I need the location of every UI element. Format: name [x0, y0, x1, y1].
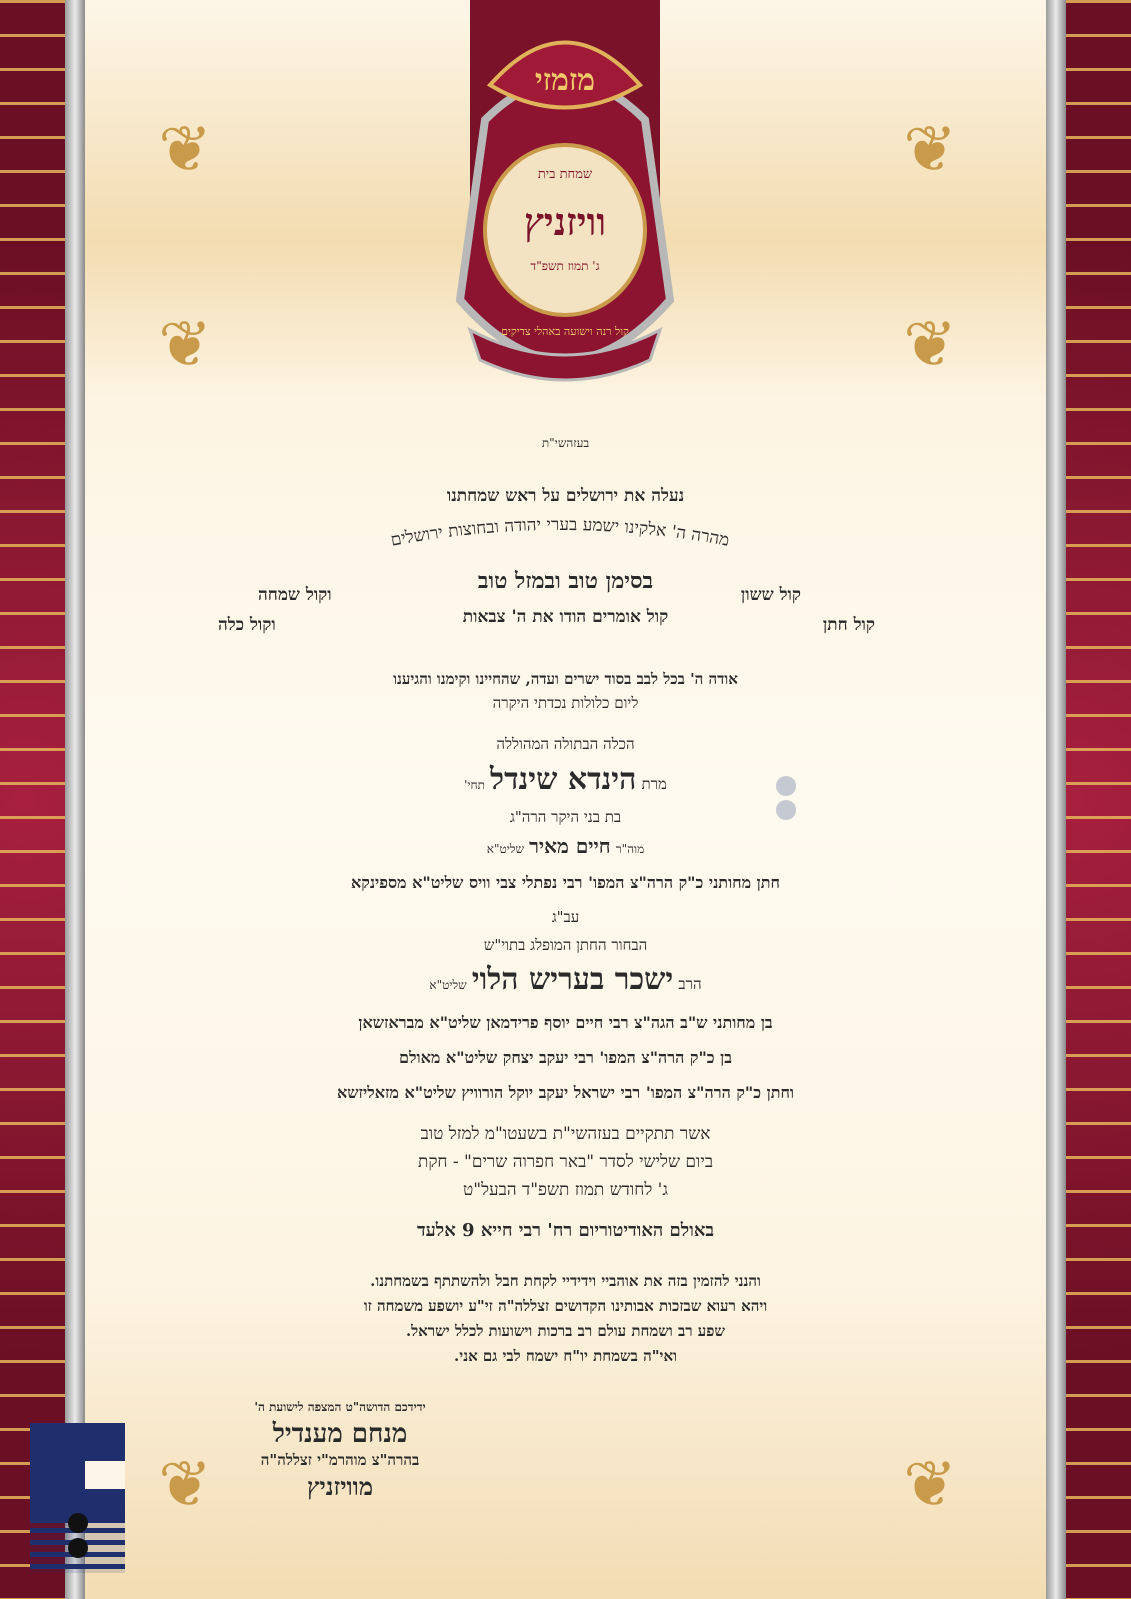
corner-flourish-icon: ❦: [903, 113, 957, 187]
event-line-1: אשר תתקיים בעזהשי"ת בשעטו"מ למזל טוב: [420, 1124, 711, 1144]
kol-sason: קול ששון: [740, 585, 801, 605]
kallah-name: הינדא שינדל: [490, 762, 637, 797]
corner-flourish-icon: ❦: [158, 113, 212, 187]
connector-text: עב"ג: [551, 908, 580, 926]
svg-text:מהרה ה' אלקינו ישמע בערי יהודה: [389, 515, 731, 551]
intro-line-1: אודה ה' בכל לבב בסוד ישרים ועדה, שהחיינו וקימנו והגיענו: [393, 670, 738, 688]
intro-line-2: ליום כלולות נכדתי היקרה: [492, 694, 639, 712]
signature-name: מנחם מענדיל: [272, 1419, 408, 1449]
chasan-maternal-grandfather: וחתן כ"ק הרה"צ המפו' רבי ישראל יעקב יוקל הורוויץ שליט"א מזאליזשא: [336, 1083, 795, 1102]
page-dot[interactable]: [776, 776, 796, 796]
kallah-name-line: [0, 762, 1131, 797]
chasan-name-line: [0, 962, 1131, 997]
father-suffix: שליט"א: [486, 842, 524, 856]
signature-opening: ידידכם הדושה"ט המצפה לישועת ה': [254, 1400, 426, 1414]
emblem-motto: קול רנה וישועה באהלי צדיקים: [501, 325, 629, 338]
emblem-family-name: וויזניץ: [523, 199, 607, 244]
father-name: חיים מאיר: [529, 834, 611, 858]
kallah-suffix: תחי': [464, 778, 485, 792]
verse-arc-text: מהרה ה' אלקינו ישמע בערי יהודה ובחוצות ירושלים: [389, 514, 731, 551]
signature-block: [200, 1400, 480, 1502]
signature-lineage: בהרה"צ מוהרמ"י זצללה"ה: [260, 1451, 420, 1469]
invite-line-1: והנני להזמין בזה את אוהביי וידידיי לקחת חבל ולהשתתף בשמחתנו.: [370, 1272, 761, 1290]
chasan-suffix: שליט"א: [429, 978, 467, 992]
kallah-title: הכלה הבתולה המהוללה: [496, 735, 635, 753]
siman-tov: בסימן טוב ובמזל טוב: [477, 568, 654, 594]
page-dot[interactable]: [776, 800, 796, 820]
kallah-grandfather: חתן מחותני כ"ק הרה"צ המפו' רבי נפתלי צבי וויס שליט"א מספינקא: [351, 873, 780, 892]
chasan-grandfather: בן כ"ק הרה"צ המפו' רבי יעקב יצחק שליט"א מאולם: [399, 1048, 732, 1067]
chasan-prefix: הרב: [678, 975, 702, 993]
corner-flourish-icon: ❦: [903, 1448, 957, 1522]
bsd-header: בעזהשי"ת: [541, 436, 590, 450]
publisher-logo-icon: [30, 1423, 125, 1573]
kol-chasan: קול חתן: [822, 615, 875, 635]
kol-simcha: וקול שמחה: [258, 585, 332, 605]
kol-omrim: קול אומרים הודו את ה' צבאות: [462, 607, 669, 627]
corner-flourish-icon: ❦: [903, 308, 957, 382]
chasan-title: הבחור החתן המופלג בתוי"ש: [483, 936, 648, 954]
page-indicator[interactable]: [776, 776, 796, 824]
invite-line-3: שפע רב ושמחת עולם רב ברכות וישועות לכלל ישראל.: [405, 1322, 726, 1340]
emblem-date: ג' תמוז תשפ"ד: [530, 259, 600, 273]
event-line-2: ביום שלישי לסדר "באר חפרוה שרים" - חקת: [417, 1152, 714, 1172]
verse-arc: [300, 500, 820, 570]
corner-flourish-icon: ❦: [158, 308, 212, 382]
invite-line-4: ואי"ה בשמחת יו"ח ישמח לבי גם אני.: [454, 1347, 677, 1365]
event-venue: באולם האודיטוריום רח' רבי חייא 9 אלעד: [416, 1220, 715, 1241]
chasan-father: בן מחותני ש"ב הגה"צ רבי חיים יוסף פרידמאן שליט"א מבראזשאן: [358, 1013, 773, 1032]
event-line-3: ג' לחודש תמוז תשפ"ד הבעל"ט: [463, 1180, 668, 1200]
corner-flourish-icon: ❦: [158, 1448, 212, 1522]
kol-kallah: וקול כלה: [218, 615, 276, 635]
wedding-emblem: [430, 0, 700, 400]
verse-jerusalem: נעלה את ירושלים על ראש שמחתנו: [446, 486, 685, 506]
emblem-top-word: מזמזי: [534, 63, 596, 98]
kallah-prefix: מרת: [641, 775, 667, 793]
kallah-father-line: [0, 834, 1131, 859]
emblem-subtitle: שמחת בית: [537, 167, 593, 182]
invite-line-2: ויהא רעוא שבזכות אבותינו הקדושים זצללה"ה זי"ע יושפע משמחה זו: [363, 1297, 768, 1315]
father-prefix: מוה"ר: [615, 842, 645, 856]
signature-place: מוויזניץ: [306, 1472, 374, 1501]
chasan-name: ישכר בעריש הלוי: [471, 962, 674, 997]
kallah-bas: בת בני היקר הרה"ג: [509, 808, 622, 826]
